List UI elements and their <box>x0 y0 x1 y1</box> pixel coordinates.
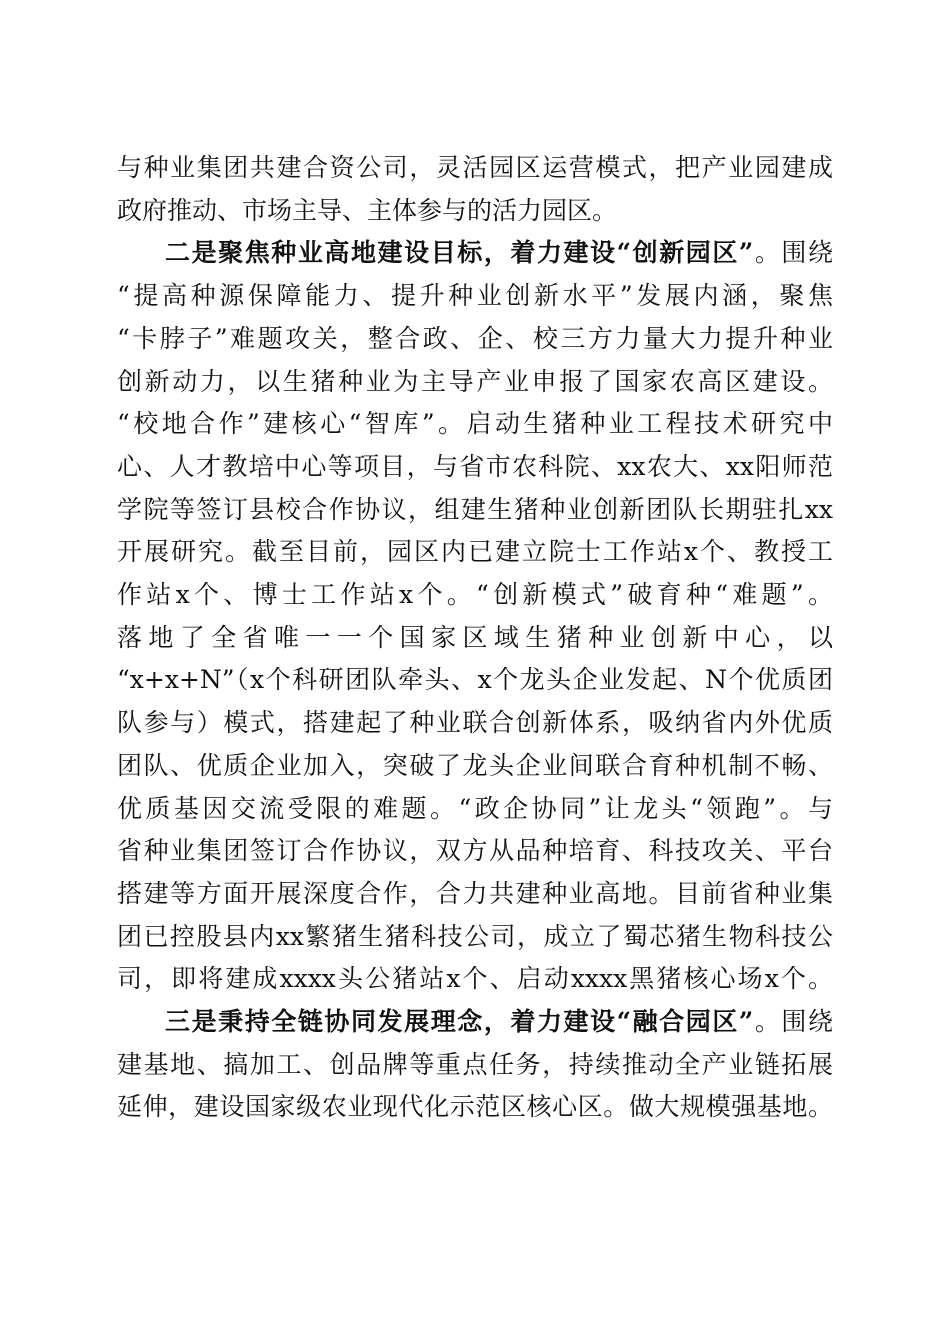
text-line <box>117 575 833 615</box>
text-line <box>117 746 833 786</box>
text-line <box>117 1087 833 1127</box>
text-line <box>117 319 833 359</box>
text-line <box>117 831 833 871</box>
text-line <box>117 959 833 999</box>
line-text: “提高种源保障能力、提升种业创新水平”发展内涵，聚焦 <box>117 281 833 311</box>
text-line <box>117 703 833 743</box>
line-text: 学院等签订县校合作协议，组建生猪种业创新团队长期驻扎xx <box>117 494 833 524</box>
line-text: 省种业集团签订合作协议，双方从品种培育、科技攻关、平台 <box>117 836 833 866</box>
text-line <box>117 1045 833 1085</box>
line-text: 司，即将建成xxxx头公猪站x个、启动xxxx黑猪核心场x个。 <box>117 964 833 994</box>
line-text: 团队、优质企业加入，突破了龙头企业间联合育种机制不畅、 <box>117 750 833 780</box>
text-line <box>117 362 833 402</box>
line-text: “校地合作”建核心“智库”。启动生猪种业工程技术研究中 <box>117 409 833 439</box>
line-text: 与种业集团共建合资公司，灵活园区运营模式，把产业园建成 <box>117 153 833 182</box>
line-text: 作站x个、博士工作站x个。“创新模式”破育种“难题”。 <box>117 580 833 609</box>
line-text: 团已控股县内xx繁猪生猪科技公司，成立了蜀芯猪生物科技公 <box>117 921 833 951</box>
line-text: “卡脖子”难题攻关，整合政、企、校三方力量大力提升种业 <box>117 323 833 353</box>
line-text: “x+x+N”（x个科研团队牵头、x个龙头企业发起、N个优质团 <box>117 665 833 695</box>
line-text: 创新动力，以生猪种业为主导产业申报了国家农高区建设。 <box>117 366 833 396</box>
line-text: 开展研究。截至目前，园区内已建立院士工作站x个、教授工 <box>117 537 833 567</box>
text-line <box>165 1002 833 1042</box>
text-line <box>117 917 833 957</box>
text-line <box>117 618 833 658</box>
text-line <box>117 490 833 530</box>
text-line <box>117 447 833 487</box>
line-text: 搭建等方面开展深度合作，合力共建种业高地。目前省种业集 <box>117 878 833 908</box>
text-line <box>117 191 833 231</box>
text-line <box>117 874 833 914</box>
text-line <box>117 404 833 444</box>
line-text: 落地了全省唯一一个国家区域生猪种业创新中心，以 <box>117 622 833 652</box>
line-text: 心、人才教培中心等项目，与省市农科院、xx农大、xx阳师范 <box>117 451 833 481</box>
text-line <box>117 148 833 188</box>
text-line <box>117 660 833 700</box>
line-text: 。围绕 <box>753 238 833 268</box>
bold-heading-text: 二是聚焦种业高地建设目标，着力建设“创新园区” <box>165 238 754 268</box>
bold-heading-text: 三是秉持全链协同发展理念，着力建设“融合园区” <box>165 1007 754 1036</box>
line-text: 延伸，建设国家级农业现代化示范区核心区。做大规模强基地。 <box>117 1092 833 1122</box>
line-text: 政府推动、市场主导、主体参与的活力园区。 <box>117 195 618 225</box>
text-line <box>117 789 833 829</box>
line-text: 。围绕 <box>753 1007 833 1036</box>
line-text: 队参与）模式，搭建起了种业联合创新体系，吸纳省内外优质 <box>117 708 833 738</box>
line-text: 优质基因交流受限的难题。“政企协同”让龙头“领跑”。与 <box>117 793 833 823</box>
text-line <box>117 276 833 316</box>
text-line <box>165 233 833 273</box>
text-line <box>117 532 833 572</box>
line-text: 建基地、搞加工、创品牌等重点任务，持续推动全产业链拓展 <box>117 1049 833 1079</box>
